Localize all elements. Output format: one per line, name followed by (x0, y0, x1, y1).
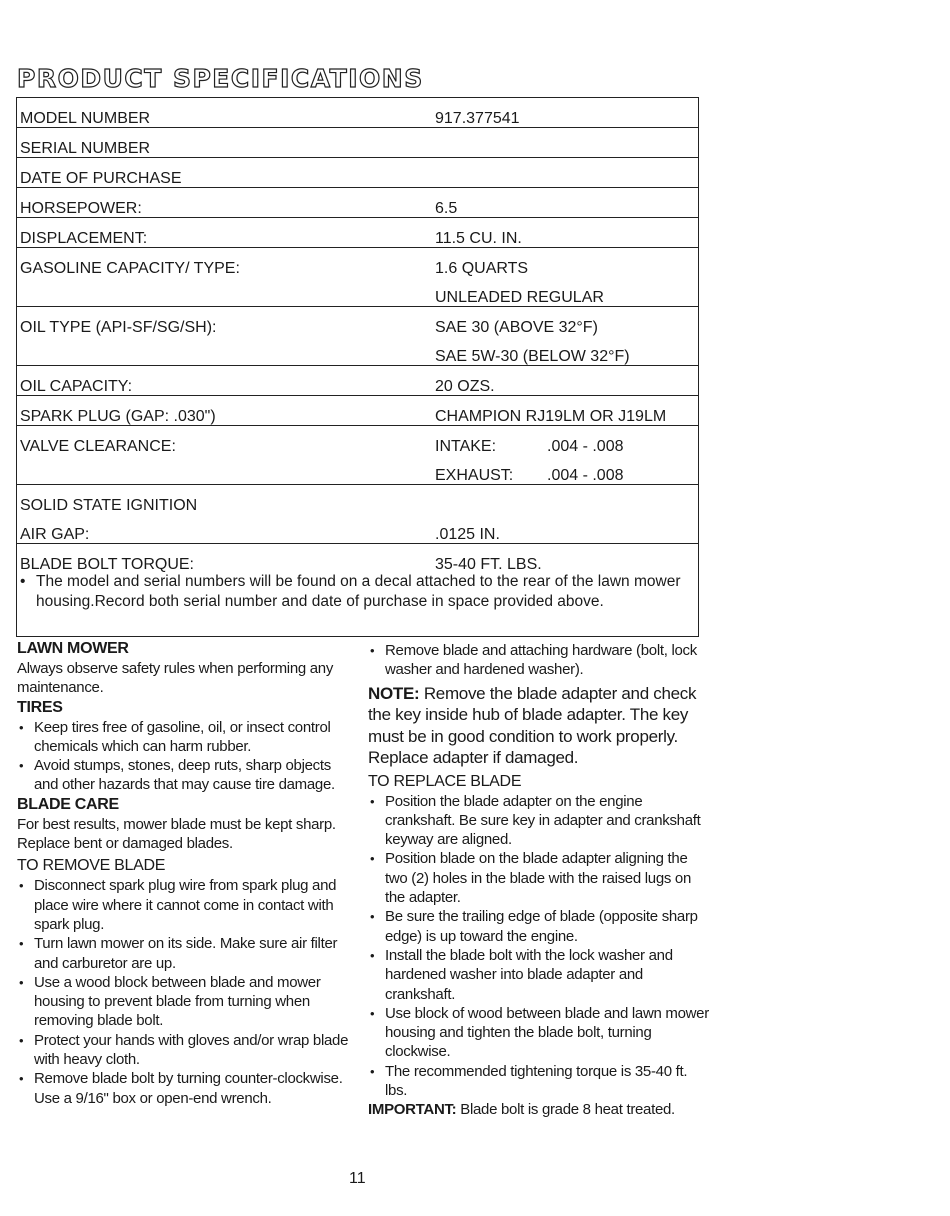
spec-value: 6.5 (435, 200, 458, 217)
spec-row-blade-bolt-torque (17, 544, 698, 573)
list-item-text: Be sure the trailing edge of blade (opposite sharp edge) is up toward the engine. (385, 908, 698, 945)
bullet: • (370, 793, 375, 809)
spec-value-secondary: EXHAUST: (435, 467, 514, 484)
list-item-text: Install the blade bolt with the lock washer and hardened washer into blade adapter and crankshaft. (385, 946, 673, 1003)
spec-note-text: The model and serial numbers will be found on a decal attached to the rear of the lawn mower housing.Record both serial number and date of purchase in space provided above. (36, 573, 681, 610)
spec-label: GASOLINE CAPACITY/ TYPE: (20, 260, 240, 277)
important-paragraph (368, 1100, 713, 1119)
spec-label: SPARK PLUG (GAP: .030") (20, 408, 216, 425)
note-paragraph (368, 683, 713, 769)
spec-row-gasoline (17, 248, 698, 307)
section-heading: LAWN MOWER (17, 640, 129, 657)
body-text: For best results, mower blade must be kept sharp. Replace bent or damaged blades. (17, 815, 336, 853)
page-title: PRODUCT SPECIFICATIONS (17, 64, 424, 93)
list-item (368, 792, 713, 850)
list-item (368, 907, 713, 946)
note-label: NOTE: (368, 683, 420, 703)
list-item (17, 718, 352, 757)
bullet: • (19, 878, 24, 894)
bullet: • (19, 1032, 24, 1048)
spec-label-secondary: AIR GAP: (20, 526, 90, 543)
bullet: • (19, 1071, 24, 1087)
spec-row-displacement (17, 218, 698, 248)
list-item (368, 849, 713, 907)
bullet: • (19, 758, 24, 774)
important-label: IMPORTANT: (368, 1101, 457, 1119)
important-text: Blade bolt is grade 8 heat treated. (456, 1101, 675, 1119)
subheading: TO REMOVE BLADE (17, 857, 166, 875)
bullet: • (20, 573, 26, 590)
spec-row-horsepower (17, 188, 698, 218)
spec-value: 917.377541 (435, 110, 520, 127)
list-item-text: Disconnect spark plug wire from spark plug and place wire where it cannot come in contact with spark plug. (34, 877, 337, 933)
spec-value-secondary: .0125 IN. (435, 526, 500, 543)
spec-value-secondary: UNLEADED REGULAR (435, 289, 604, 306)
list-item (17, 876, 352, 934)
spec-label: OIL CAPACITY: (20, 378, 133, 395)
spec-label: OIL TYPE (API-SF/SG/SH): (20, 319, 217, 336)
spec-value: 1.6 QUARTS (435, 260, 529, 277)
spec-note (20, 572, 692, 611)
list-item-text: Use a wood block between blade and mower housing to prevent blade from turning when removing blade bolt. (34, 973, 321, 1030)
spec-value: 35-40 FT. LBS. (435, 556, 542, 573)
spec-table (16, 97, 699, 637)
spec-subvalue-secondary: .004 - .008 (547, 467, 624, 484)
spec-row-spark-plug (17, 396, 698, 426)
section-heading: BLADE CARE (17, 795, 119, 813)
spec-value: SAE 30 (ABOVE 32°F) (435, 319, 598, 336)
spec-label: BLADE BOLT TORQUE: (20, 556, 194, 573)
list-item (17, 934, 352, 973)
bullet: • (370, 851, 375, 867)
spec-row-date-of-purchase (17, 158, 698, 188)
spec-value: INTAKE: (435, 438, 497, 455)
spec-row-valve-clearance (17, 426, 698, 485)
bullet: • (370, 1005, 375, 1021)
bullet: • (370, 909, 375, 925)
spec-label: VALVE CLEARANCE: (20, 438, 176, 455)
list-item (368, 641, 713, 680)
spec-label: DISPLACEMENT: (20, 230, 148, 247)
spec-row-model-number (17, 98, 698, 128)
page-number: 11 (349, 1170, 366, 1187)
list-item (17, 756, 352, 795)
replace-blade-section (368, 641, 713, 1120)
spec-label: SERIAL NUMBER (20, 140, 151, 157)
list-item (17, 973, 352, 1031)
spec-value: CHAMPION RJ19LM OR J19LM (435, 408, 667, 425)
spec-value-secondary: SAE 5W-30 (BELOW 32°F) (435, 348, 630, 365)
spec-row-serial-number (17, 128, 698, 158)
spec-value: 20 OZS. (435, 378, 495, 395)
bullet: • (370, 1063, 375, 1079)
list-item-text: Keep tires free of gasoline, oil, or insect control chemicals which can harm rubber. (34, 718, 331, 755)
bullet: • (370, 947, 375, 963)
spec-label: MODEL NUMBER (20, 110, 151, 127)
spec-row-oil-type (17, 307, 698, 366)
spec-label: DATE OF PURCHASE (20, 170, 182, 187)
list-item (17, 1069, 352, 1108)
list-item (368, 1062, 713, 1101)
bullet: • (19, 719, 24, 735)
list-item-text: Turn lawn mower on its side. Make sure air filter and carburetor are up. (34, 935, 338, 972)
spec-row-oil-capacity (17, 366, 698, 396)
list-item-text: Position blade on the blade adapter aligning the two (2) holes in the blade with the raised lugs on the adapter. (385, 850, 692, 907)
bullet: • (19, 974, 24, 990)
section-heading: TIRES (17, 698, 63, 716)
spec-row-ignition (17, 485, 698, 544)
bullet: • (370, 643, 375, 658)
note-text: Remove the blade adapter and check the key inside hub of blade adapter. The key must be in good condition to work properly. Replace adapter if damaged. (368, 683, 697, 768)
list-item (368, 946, 713, 1004)
intro-text: Always observe safety rules when performing any maintenance. (17, 660, 334, 697)
spec-label: HORSEPOWER: (20, 200, 142, 217)
list-item (17, 1031, 352, 1070)
list-item-text: Avoid stumps, stones, deep ruts, sharp objects and other hazards that may cause tire damage. (34, 757, 335, 794)
list-item-text: Remove blade bolt by turning counter-clockwise. Use a 9/16" box or open-end wrench. (34, 1070, 343, 1107)
spec-value: 11.5 CU. IN. (435, 230, 522, 247)
spec-label: SOLID STATE IGNITION (20, 497, 198, 514)
list-item-text: Remove blade and attaching hardware (bolt, lock washer and hardened washer). (385, 642, 697, 679)
lawn-mower-section (17, 639, 352, 1108)
bullet: • (19, 936, 24, 952)
list-item-text: The recommended tightening torque is 35-40 ft. lbs. (385, 1062, 688, 1100)
spec-subvalue: .004 - .008 (547, 438, 624, 455)
list-item (368, 1004, 713, 1062)
subheading: TO REPLACE BLADE (368, 772, 522, 790)
list-item-text: Use block of wood between blade and lawn mower housing and tighten the blade bolt, turning clockwise. (385, 1004, 709, 1061)
list-item-text: Position the blade adapter on the engine crankshaft. Be sure key in adapter and crankshaft keyway are aligned. (385, 792, 701, 849)
list-item-text: Protect your hands with gloves and/or wrap blade with heavy cloth. (34, 1031, 349, 1069)
